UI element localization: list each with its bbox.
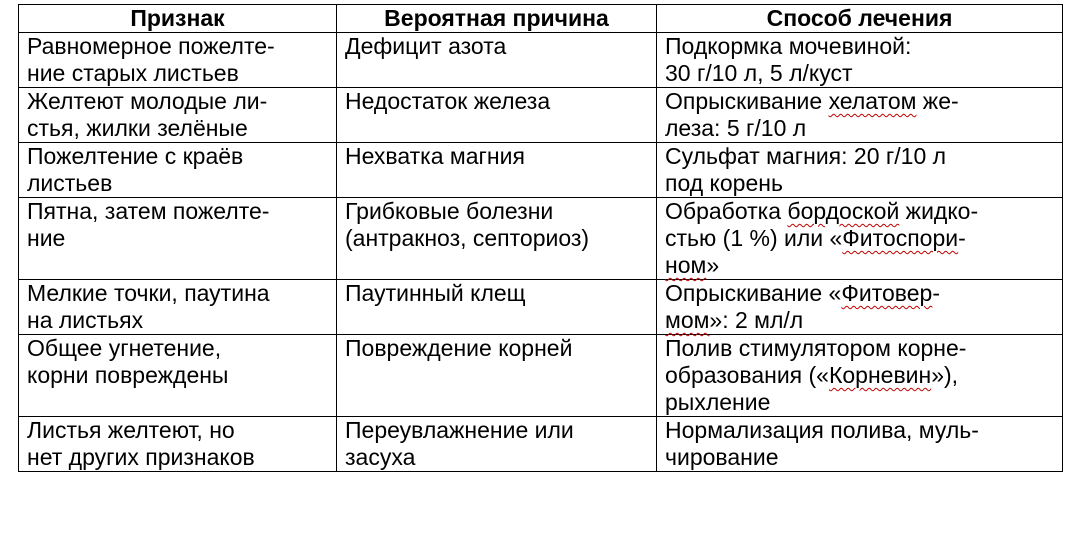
treatment-line: чирование	[665, 444, 779, 470]
spellcheck-mark: ном	[665, 252, 707, 278]
table-row	[19, 143, 1063, 198]
symptom-line: Пожелтение с краёв	[27, 143, 244, 169]
cause-line: Повреждение корней	[345, 335, 573, 361]
spellcheck-mark: Фитоспори	[842, 225, 959, 251]
treatment-line: образования («Корневин»),	[665, 362, 959, 388]
cell-treatment	[657, 33, 1063, 88]
symptom-line: Желтеют молодые ли-	[27, 88, 268, 114]
treatment-line: Опрыскивание «Фитовер-	[665, 280, 940, 306]
treatment-line: Опрыскивание хелатом же-	[665, 88, 959, 114]
spellcheck-mark: Корневин	[828, 362, 932, 388]
cell-cause	[337, 33, 657, 88]
cell-cause	[337, 143, 657, 198]
cell-symptom	[19, 88, 337, 143]
treatment-line: Обработка бордоской жидко-	[665, 198, 979, 224]
table-row	[19, 417, 1063, 472]
cause-line: засуха	[345, 444, 416, 470]
cause-line: Переувлажнение или	[345, 417, 574, 443]
cell-symptom	[19, 198, 337, 280]
header-cause: Вероятная причина	[337, 5, 657, 33]
spellcheck-mark: Фитовер	[841, 280, 933, 306]
cell-cause	[337, 335, 657, 417]
cell-treatment	[657, 335, 1063, 417]
spellcheck-mark: бордоской	[787, 198, 900, 224]
symptom-line: Равномерное пожелте-	[27, 33, 275, 59]
cell-treatment	[657, 280, 1063, 335]
cell-treatment	[657, 417, 1063, 472]
table-row	[19, 33, 1063, 88]
cell-cause	[337, 280, 657, 335]
cause-line: Грибковые болезни	[345, 198, 554, 224]
cause-line: Нехватка магния	[345, 143, 525, 169]
symptom-line: ние старых листьев	[27, 60, 239, 86]
cell-symptom	[19, 143, 337, 198]
symptom-line: Общее угнетение,	[27, 335, 222, 361]
cause-line: Недостаток железа	[345, 88, 551, 114]
treatment-line: под корень	[665, 170, 783, 196]
treatment-line: ном»	[665, 252, 720, 278]
symptom-line: корни повреждены	[27, 362, 229, 388]
symptom-line: листьев	[27, 170, 113, 196]
symptom-line: нет других признаков	[27, 444, 255, 470]
treatment-line: мом»: 2 мл/л	[665, 307, 804, 333]
symptom-line: Мелкие точки, паутина	[27, 280, 270, 306]
symptom-line: Листья желтеют, но	[27, 417, 235, 443]
symptom-line: Пятна, затем пожелте-	[27, 198, 270, 224]
table-row	[19, 280, 1063, 335]
symptom-line: стья, жилки зелёные	[27, 115, 248, 141]
cell-cause	[337, 198, 657, 280]
treatment-line: Нормализация полива, муль-	[665, 417, 979, 443]
cell-treatment	[657, 198, 1063, 280]
cell-treatment	[657, 143, 1063, 198]
spellcheck-mark: хелатом	[828, 88, 917, 114]
cell-symptom	[19, 417, 337, 472]
table-header-row	[19, 5, 1063, 33]
treatment-line: Сульфат магния: 20 г/10 л	[665, 143, 947, 169]
cause-line: Дефицит азота	[345, 33, 507, 59]
treatment-line: рыхление	[665, 389, 771, 415]
cell-symptom	[19, 33, 337, 88]
header-treatment: Способ лечения	[657, 5, 1063, 33]
symptom-line: на листьях	[27, 307, 144, 333]
cell-cause	[337, 88, 657, 143]
treatment-line: 30 г/10 л, 5 л/куст	[665, 60, 853, 86]
treatment-line: стью (1 %) или «Фитоспори-	[665, 225, 966, 251]
table-row	[19, 198, 1063, 280]
spellcheck-mark: мом	[665, 307, 710, 333]
cause-line: (антракноз, септориоз)	[345, 225, 590, 251]
header-symptom: Признак	[19, 5, 337, 33]
cause-line: Паутинный клещ	[345, 280, 526, 306]
cell-treatment	[657, 88, 1063, 143]
treatment-line: Полив стимулятором корне-	[665, 335, 967, 361]
treatment-line: Подкормка мочевиной:	[665, 33, 912, 59]
treatment-line: леза: 5 г/10 л	[665, 115, 807, 141]
cell-symptom	[19, 280, 337, 335]
cell-cause	[337, 417, 657, 472]
table-row	[19, 88, 1063, 143]
table-row	[19, 335, 1063, 417]
symptom-treatment-table	[18, 4, 1063, 472]
cell-symptom	[19, 335, 337, 417]
symptom-line: ние	[27, 225, 66, 251]
